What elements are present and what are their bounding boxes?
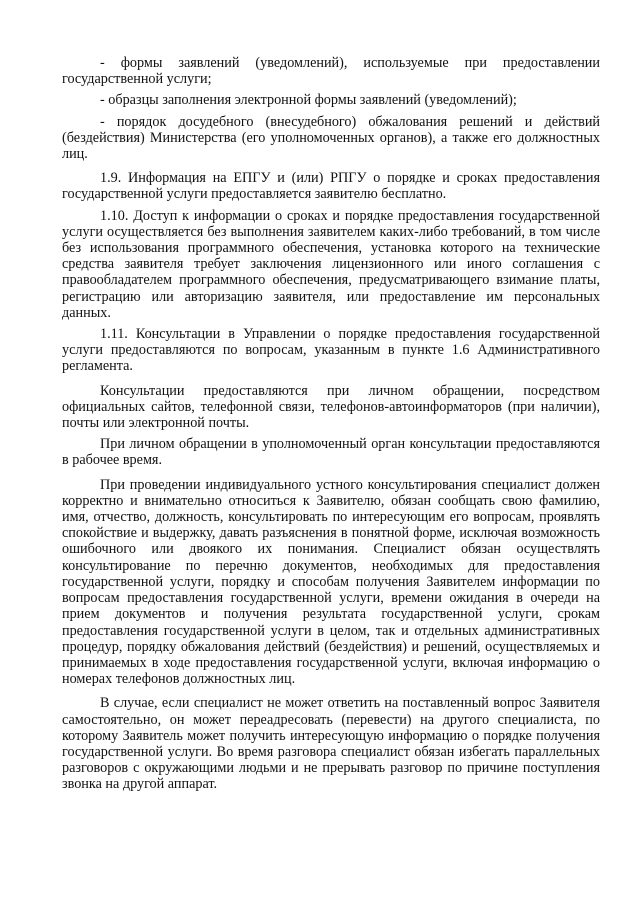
paragraph-1-10: 1.10. Доступ к информации о сроках и порядке предоставления государственной услуги осуществляется без выполнения заявителем каких-либо требований, в том числе без использования программного обеспечения, установка которого на технические средства заявителя требует заключения лицензионного или иного соглашения с правообладателем программного обеспечения, предусматривающего взимание платы, регистрацию или авторизацию заявителя, или предоставление им персональных данных. xyxy=(62,207,600,321)
paragraph-personal-visit: При личном обращении в уполномоченный орган консультации предоставляются в рабочее время. xyxy=(62,436,600,469)
paragraph-redirect: В случае, если специалист не может ответить на поставленный вопрос Заявителя самостоятельно, он может переадресовать (перевести) на другого специалиста, по которому Заявитель может получить интересующую информацию о порядке получения государственной услуги. Во время разговора специалист обязан избегать параллельных разговоров с окружающими людьми и не прерывать разговор по причине поступления звонка на другой аппарат. xyxy=(62,695,600,793)
paragraph-samples: - образцы заполнения электронной формы заявлений (уведомлений); xyxy=(100,92,517,109)
paragraph-1-9: 1.9. Информация на ЕПГУ и (или) РПГУ о порядке и сроках предоставления государственной услуги предоставляется заявителю бесплатно. xyxy=(62,170,600,203)
paragraph-appeal-procedure: - порядок досудебного (внесудебного) обжалования решений и действий (бездействия) Министерства (его уполномоченных органов), а также его должностных лиц. xyxy=(62,113,600,163)
paragraph-forms: - формы заявлений (уведомлений), используемые при предоставлении государственной услуги; xyxy=(62,55,600,88)
paragraph-consultation-channels: Консультации предоставляются при личном обращении, посредством официальных сайтов, телефонной связи, телефонов-автоинформаторов (при наличии), почты или электронной почты. xyxy=(62,382,600,432)
paragraph-oral-consulting: При проведении индивидуального устного консультирования специалист должен корректно и внимательно относиться к Заявителю, обязан сообщать свою фамилию, имя, отчество, должность, консультировать по интересующим его вопросам, проявлять спокойствие и выдержку, давать разъяснения в понятной форме, исключая возможность ошибочного или двоякого их понимания. Специалист обязан осуществлять консультирование по перечню документов, необходимых для предоставления государственной услуги, порядку и способам получения Заявителем информации по вопросам предоставления государственной услуги, времени ожидания в очереди на прием документов и получения результата государственной услуги, срокам предоставления государственной услуги в целом, так и отдельных административных процедур, порядку обжалования действий (бездействия) и решений, осуществляемых и принимаемых в ходе предоставления государственной услуги, включая информацию о номерах телефонов должностных лиц. xyxy=(62,476,600,688)
document-page xyxy=(62,55,600,793)
paragraph-1-11: 1.11. Консультации в Управлении о порядке предоставления государственной услуги предоставляются по вопросам, указанным в пункте 1.6 Административного регламента. xyxy=(62,326,600,375)
